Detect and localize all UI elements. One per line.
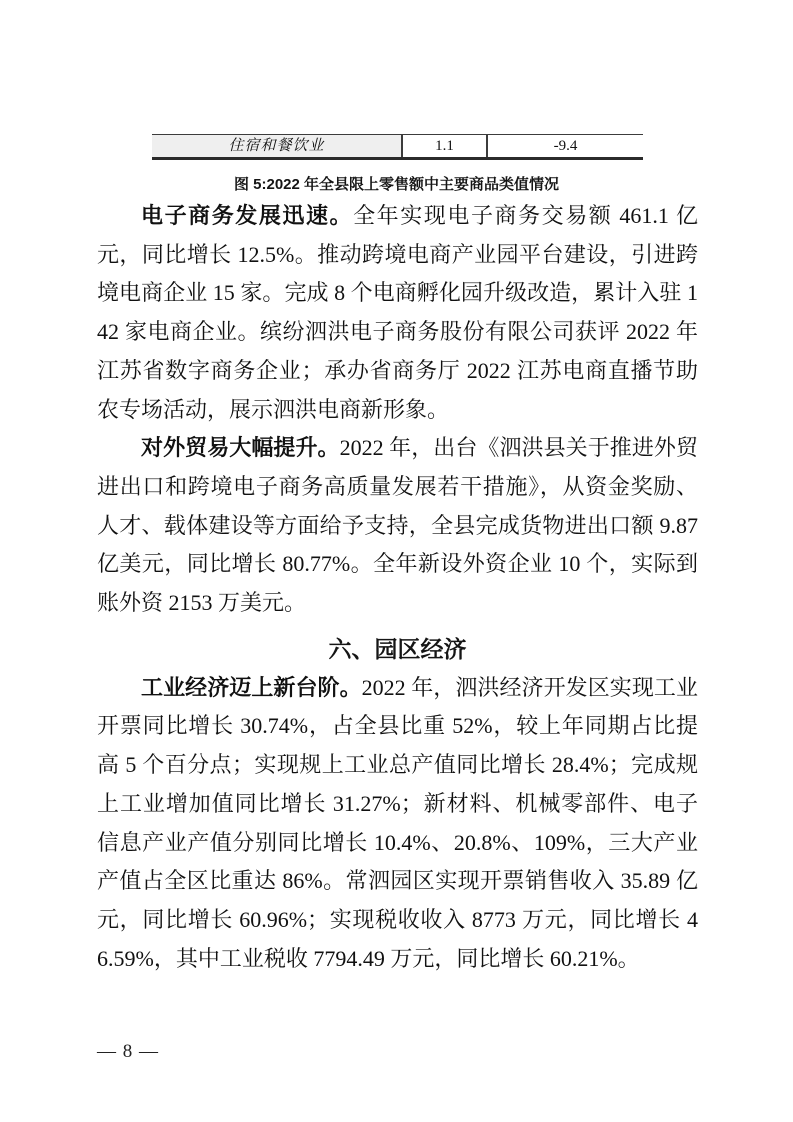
paragraph-ecommerce <box>97 197 698 429</box>
paragraph-ecommerce-lead: 电子商务发展迅速。 <box>141 203 354 228</box>
paragraph-foreign-trade-body: 2022 年，出台《泗洪县关于推进外贸进出口和跨境电子商务高质量发展若干措施》，从资金奖励、人才、载体建设等方面给予支持，全县完成货物进出口额 9.87 亿美元，同比增长 80.77%。全年新设外资企业 10 个，实际到账外资 2153 万美元。 <box>97 435 698 616</box>
paragraph-industrial-economy-body: 2022 年，泗洪经济开发区实现工业开票同比增长 30.74%，占全县比重 52%，较上年同期占比提高 5 个百分点；实现规上工业总产值同比增长 28.4%；完成规上工业增加值同比增长 31.27%；新材料、机械零部件、电子信息产业产值分别同比增长 10.4%、20.8%、109%，三大产业产值占全区比重达 86%。常泗园区实现开票销售收入 35.89 亿元，同比增长 60.96%；实现税收收入 8773 万元，同比增长 46.59%，其中工业税收 7794.49 万元，同比增长 60.21%。 <box>97 674 698 971</box>
table-row <box>152 134 643 160</box>
figure-table-fragment <box>152 134 643 160</box>
table-cell-value-1: 1.1 <box>403 135 488 157</box>
page-number: — 8 — <box>97 1041 159 1062</box>
section-heading-park-economy: 六、园区经济 <box>328 635 467 662</box>
paragraph-industrial-economy-lead: 工业经济迈上新台阶。 <box>141 674 362 700</box>
paragraph-industrial-economy <box>97 669 698 979</box>
table-cell-category: 住宿和餐饮业 <box>152 135 403 157</box>
paragraph-foreign-trade-lead: 对外贸易大幅提升。 <box>141 435 340 461</box>
paragraph-foreign-trade <box>97 429 698 623</box>
body-text <box>97 197 698 978</box>
table-cell-value-2: -9.4 <box>553 137 578 154</box>
paragraph-ecommerce-body: 全年实现电子商务交易额 461.1 亿元，同比增长 12.5%。推动跨境电商产业园平台建设，引进跨境电商企业 15 家。完成 8 个电商孵化园升级改造，累计入驻 142 家电商企业。缤纷泗洪电子商务股份有限公司获评 2022 年江苏省数字商务企业；承办省商务厅 2022 江苏电商直播节助农专场活动，展示泗洪电商新形象。 <box>97 203 698 422</box>
figure-caption: 图 5:2022 年全县限上零售额中主要商品类值情况 <box>233 176 560 193</box>
